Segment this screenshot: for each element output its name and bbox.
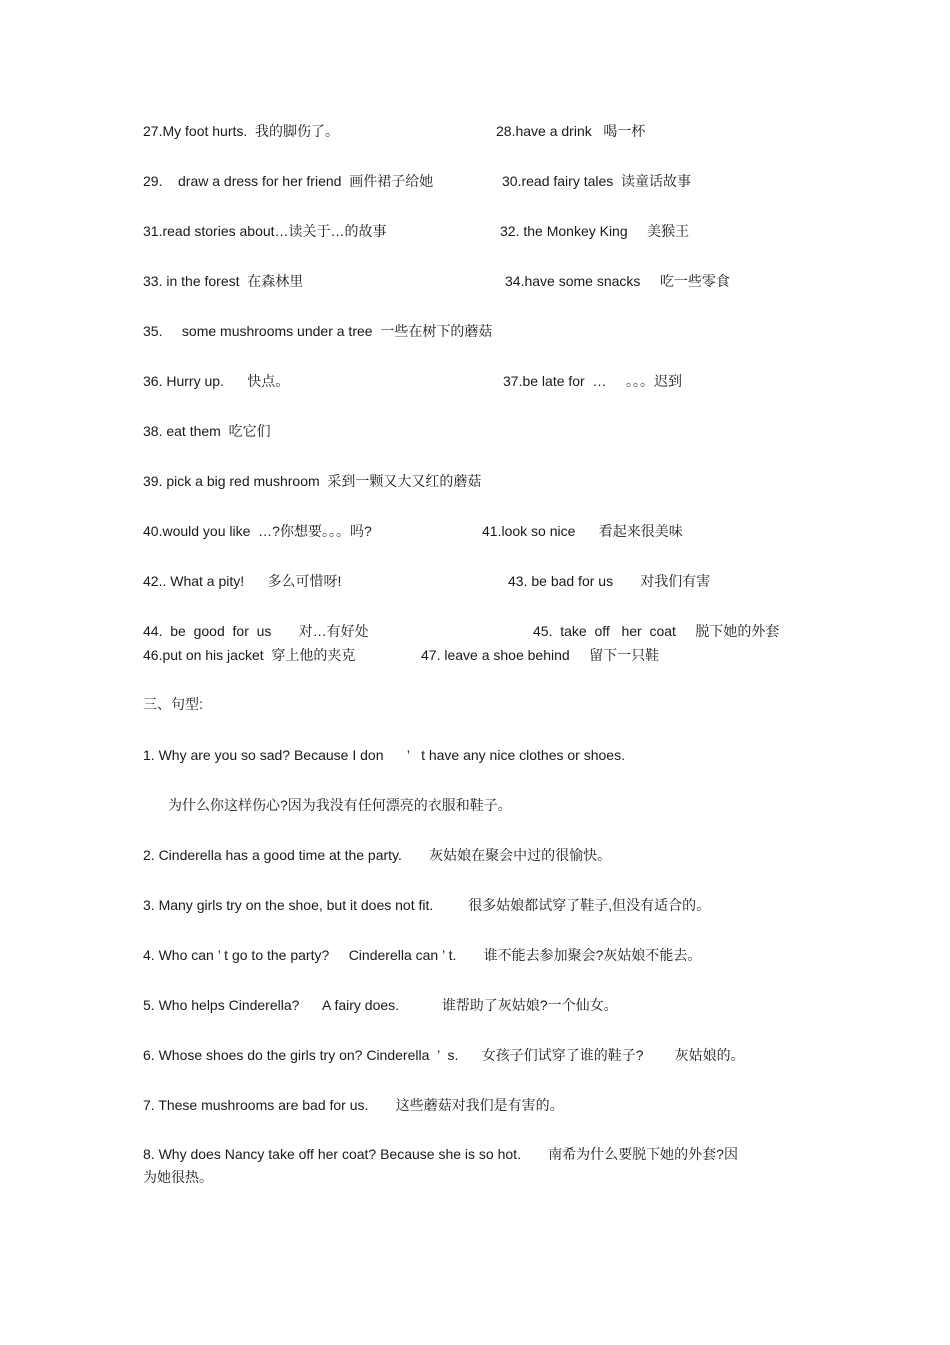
phrase-34: 34.have some snacks 吃一些零食 [505, 273, 730, 289]
phrase-46: 46.put on his jacket 穿上他的夹克 [143, 647, 356, 663]
phrase-37: 37.be late for … 。。。迟到 [503, 373, 682, 389]
phrase-33: 33. in the forest 在森林里 [143, 273, 304, 289]
section-title: 三、句型: [143, 696, 203, 712]
phrase-43: 43. be bad for us 对我们有害 [508, 573, 711, 589]
phrase-36: 36. Hurry up. 快点。 [143, 373, 290, 389]
sentence-5: 5. Who helps Cinderella? A fairy does. 谁帮助了灰姑娘?一个仙女。 [143, 997, 618, 1013]
sentence-8-cont: 为她很热。 [143, 1169, 213, 1185]
phrase-44: 44. be good for us 对…有好处 [143, 623, 369, 639]
sentence-2: 2. Cinderella has a good time at the party. 灰姑娘在聚会中过的很愉快。 [143, 847, 612, 863]
phrase-28: 28.have a drink 喝一杯 [496, 123, 646, 139]
phrase-32: 32. the Monkey King 美猴王 [500, 223, 690, 239]
sentence-6: 6. Whose shoes do the girls try on? Cinderella ’ s. 女孩子们试穿了谁的鞋子? 灰姑娘的。 [143, 1047, 745, 1063]
phrase-31: 31.read stories about…读关于…的故事 [143, 223, 387, 239]
sentence-8: 8. Why does Nancy take off her coat? Because she is so hot. 南希为什么要脱下她的外套?因 [143, 1146, 738, 1162]
phrase-39: 39. pick a big red mushroom 采到一颗又大又红的蘑菇 [143, 473, 482, 489]
phrase-40: 40.would you like …?你想要。。。吗? [143, 523, 372, 539]
phrase-35: 35. some mushrooms under a tree 一些在树下的蘑菇 [143, 323, 493, 339]
sentence-4: 4. Who can ’ t go to the party? Cinderella can ’ t. 谁不能去参加聚会?灰姑娘不能去。 [143, 947, 702, 963]
phrase-27: 27.My foot hurts. 我的脚伤了。 [143, 123, 340, 139]
phrase-47: 47. leave a shoe behind 留下一只鞋 [421, 647, 660, 663]
phrase-38: 38. eat them 吃它们 [143, 423, 271, 439]
sentence-3: 3. Many girls try on the shoe, but it does not fit. 很多姑娘都试穿了鞋子,但没有适合的。 [143, 897, 711, 913]
sentence-1-zh: 为什么你这样伤心?因为我没有任何漂亮的衣服和鞋子。 [168, 797, 512, 813]
phrase-30: 30.read fairy tales 读童话故事 [502, 173, 692, 189]
sentence-7: 7. These mushrooms are bad for us. 这些蘑菇对我们是有害的。 [143, 1097, 564, 1113]
phrase-42: 42.. What a pity! 多么可惜呀! [143, 573, 342, 589]
phrase-41: 41.look so nice 看起来很美味 [482, 523, 683, 539]
sentence-1-en: 1. Why are you so sad? Because I don ’ t have any nice clothes or shoes. [143, 747, 625, 763]
phrase-29: 29. draw a dress for her friend 画件裙子给她 [143, 173, 434, 189]
phrase-45: 45. take off her coat 脱下她的外套 [533, 623, 780, 639]
